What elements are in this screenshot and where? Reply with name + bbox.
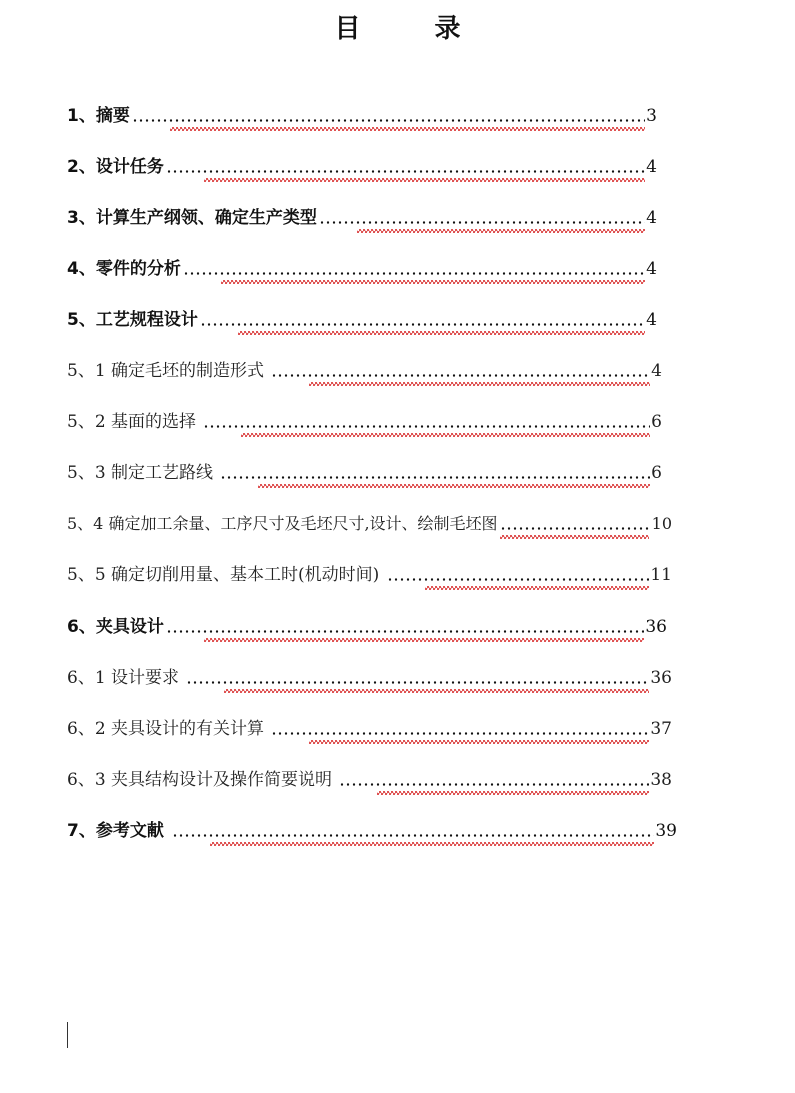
toc-entry[interactable] [67, 358, 662, 382]
toc-entry-text: 设计要求 [111, 668, 180, 688]
toc-entry-number: 5、5 [67, 565, 106, 585]
toc-entry-text: 夹具设计的有关计算 [111, 719, 265, 739]
spellcheck-underline [224, 689, 649, 693]
toc-entry[interactable] [67, 256, 657, 280]
toc-page-number: 38 [650, 770, 672, 790]
toc-page-number: 6 [651, 412, 662, 432]
toc-entry-text: 设计任务 [95, 157, 164, 177]
toc-entry-number: 5、2 [67, 412, 106, 432]
toc-entry-number: 6、2 [67, 719, 106, 739]
toc-entry-number: 6、1 [67, 668, 106, 688]
toc-page-number: 4 [646, 208, 657, 228]
toc-entry[interactable] [67, 562, 672, 586]
toc-page-number: 11 [650, 565, 672, 585]
toc-entry-number: 5、4 [67, 514, 104, 533]
toc-entry-number: 2、 [67, 157, 96, 177]
toc-leader-dots [500, 513, 651, 535]
toc-entry[interactable] [67, 614, 667, 638]
toc-page-number: 37 [650, 719, 672, 739]
toc-leader-dots [166, 616, 645, 638]
spellcheck-underline [500, 535, 649, 539]
toc-entry[interactable] [67, 716, 672, 740]
spellcheck-underline [210, 842, 655, 846]
toc-entry-number: 7、 [67, 821, 96, 841]
toc-page-number: 4 [646, 157, 657, 177]
toc-entry-text: 参考文献 [95, 821, 164, 841]
toc-leader-dots [200, 309, 645, 331]
toc-page-number: 10 [651, 514, 672, 533]
toc-entry[interactable] [67, 409, 662, 433]
text-cursor [67, 1022, 68, 1048]
toc-entry-text: 确定切削用量、基本工时(机动时间) [111, 565, 380, 585]
toc-page-number: 4 [646, 310, 657, 330]
toc-page-number: 39 [655, 821, 677, 841]
toc-title: 目 录 [334, 14, 485, 44]
spellcheck-underline [170, 127, 645, 131]
spellcheck-underline [377, 791, 649, 795]
toc-entry-number: 5、1 [67, 361, 106, 381]
toc-entry-text: 确定加工余量、工序尺寸及毛坯尺寸,设计、绘制毛坯图 [108, 514, 498, 533]
toc-page-number: 6 [651, 463, 662, 483]
spellcheck-underline [309, 382, 650, 386]
toc-entry[interactable] [67, 818, 677, 842]
toc-leader-dots [186, 667, 649, 689]
toc-leader-dots [271, 718, 649, 740]
toc-entry-text: 计算生产纲领、确定生产类型 [95, 208, 317, 228]
toc-entry-text: 制定工艺路线 [111, 463, 214, 483]
toc-entry-text: 夹具设计 [95, 617, 164, 637]
spellcheck-underline [238, 331, 645, 335]
toc-entry-text: 确定毛坯的制造形式 [111, 361, 265, 381]
toc-entry-text: 工艺规程设计 [95, 310, 198, 330]
toc-entry[interactable] [67, 307, 657, 331]
toc-entry[interactable] [67, 460, 662, 484]
toc-entry-number: 3、 [67, 208, 96, 228]
toc-entry[interactable] [67, 665, 672, 689]
toc-entry-number: 1、 [67, 106, 96, 126]
toc-leader-dots [220, 462, 650, 484]
toc-entry-number: 4、 [67, 259, 96, 279]
toc-leader-dots [339, 769, 649, 791]
toc-entry-text: 夹具结构设计及操作简要说明 [111, 770, 333, 790]
toc-page-number: 4 [646, 259, 657, 279]
toc-entry[interactable] [67, 511, 672, 535]
toc-page-number: 4 [651, 361, 662, 381]
toc-entry-text: 摘要 [95, 106, 130, 126]
toc-leader-dots [132, 105, 645, 127]
toc-leader-dots [271, 360, 650, 382]
spellcheck-underline [258, 484, 650, 488]
toc-entry[interactable] [67, 205, 657, 229]
toc-entry-number: 6、 [67, 617, 96, 637]
spellcheck-underline [425, 586, 650, 590]
toc-page-number: 3 [646, 106, 657, 126]
spellcheck-underline [221, 280, 645, 284]
spellcheck-underline [309, 740, 649, 744]
toc-entry[interactable] [67, 103, 657, 127]
toc-page-number: 36 [650, 668, 672, 688]
toc-entry[interactable] [67, 154, 657, 178]
toc-entry-text: 基面的选择 [111, 412, 197, 432]
toc-entry-text: 零件的分析 [95, 259, 181, 279]
toc-entry-number: 5、 [67, 310, 96, 330]
toc-entry[interactable] [67, 767, 672, 791]
toc-leader-dots [319, 207, 645, 229]
toc-entry-number: 6、3 [67, 770, 106, 790]
toc-leader-dots [166, 156, 645, 178]
toc-leader-dots [183, 258, 645, 280]
toc-leader-dots [172, 820, 655, 842]
spellcheck-underline [204, 178, 645, 182]
spellcheck-underline [241, 433, 650, 437]
toc-leader-dots [203, 411, 650, 433]
toc-leader-dots [387, 564, 650, 586]
spellcheck-underline [357, 229, 645, 233]
toc-page-number: 36 [645, 617, 667, 637]
toc-entry-number: 5、3 [67, 463, 106, 483]
spellcheck-underline [204, 638, 645, 642]
